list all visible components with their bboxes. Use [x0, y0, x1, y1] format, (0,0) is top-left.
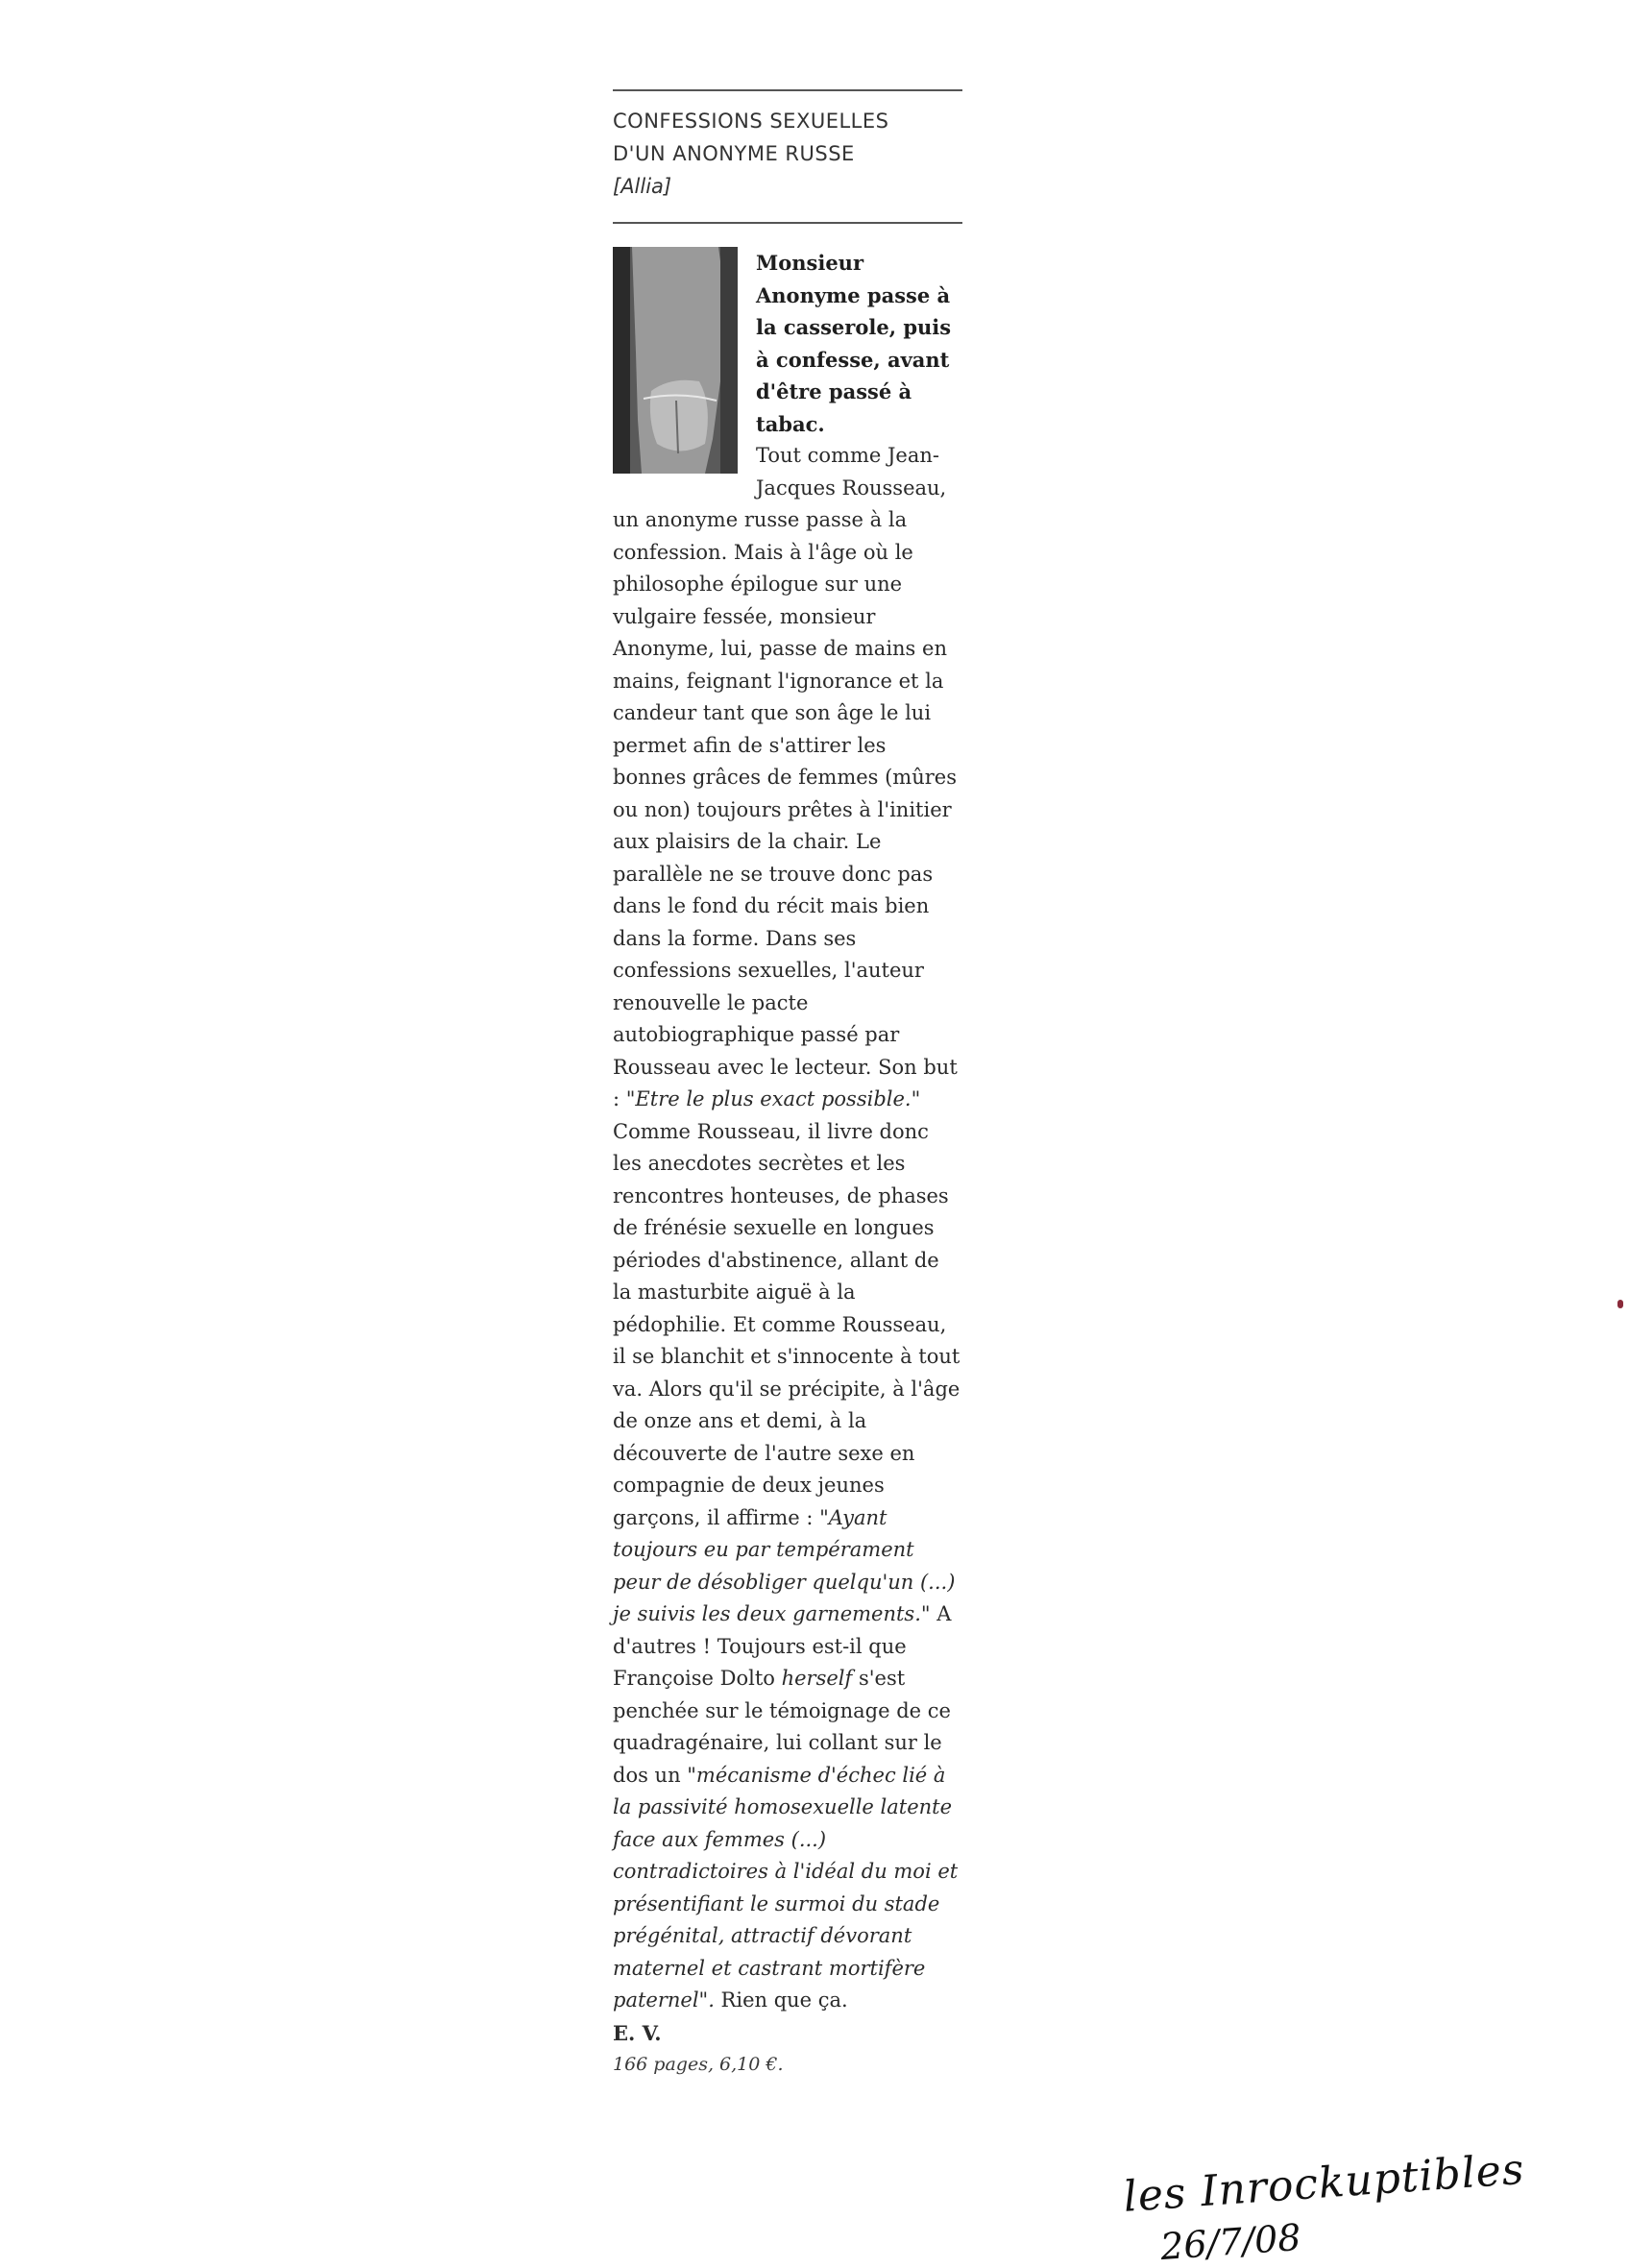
body-text-1: Tout comme Jean-Jacques Rousseau, un anonyme russe passe à la confession. Mais à l'âge où le philosophe épilogue sur une vulgaire fessée, monsieur Anonyme, lui, passe de mains en mains, feignant l'ignorance et la candeur tant que son âge le lui permet afin de s'attirer les bonnes grâces de femmes (mûres ou non) toujours prêtes à l'initier aux plaisirs de la chair. Le parallèle ne se trouve donc pas dans le fond du récit mais bien dans la forme. Dans ses confessions sexuelles, l'auteur renouvelle le pacte autobiographique passé par Rousseau avec le lecteur. Son but :: [613, 444, 958, 1110]
book-price: 166 pages, 6,10 €.: [613, 2054, 784, 2075]
photo-figure-icon: [613, 247, 738, 474]
book-cover-photo: [613, 247, 738, 474]
book-title-line-1: CONFESSIONS SEXUELLES: [613, 110, 889, 133]
body-text-3: A d'autres ! Toujours est-il que Françoise Dolto: [613, 1602, 952, 1690]
book-title-line-2: D'UN ANONYME RUSSE: [613, 142, 855, 165]
body-text-2: Comme Rousseau, il livre donc les anecdotes secrètes et les rencontres honteuses, de phases de frénésie sexuelle en longues périodes d'abstinence, allant de la masturbite aiguë à la pédophilie. Et comme Rousseau, il se blanchit et s'innocente à tout va. Alors qu'il se précipite, à l'âge de onze ans et demi, à la découverte de l'autre sexe en compagnie de deux jeunes garçons, il affirme :: [613, 1119, 960, 1529]
header-rule: [613, 222, 962, 224]
quote-1: "Etre le plus exact possible.": [625, 1087, 921, 1110]
body-text-5: Rien que ça.: [714, 1988, 848, 2012]
publisher-name: [Allia]: [613, 175, 672, 198]
handwritten-source-note: [1122, 2144, 1526, 2268]
review-article: [613, 89, 962, 2081]
author-signature: E. V.: [613, 2020, 662, 2045]
herself-word: herself: [781, 1667, 853, 1690]
ink-speck: [1617, 1300, 1623, 1308]
top-rule: [613, 89, 962, 91]
handwritten-magazine-name: les Inrockuptibles: [1122, 2144, 1526, 2222]
lede: Monsieur Anonyme passe à la casserole, puis à confesse, avant d'être passé à tabac.: [756, 251, 952, 436]
body-text-4: s'est penchée sur le témoignage de ce quadragénaire, lui collant sur le dos un: [613, 1667, 951, 1787]
article-body: [613, 440, 962, 2017]
quote-3: "mécanisme d'échec lié à la passivité homosexuelle latente face aux femmes (...) contradictoires à l'idéal du moi et présentifiant le surmoi du stade prégénital, attractif dévorant maternel et castrant mortifère paternel".: [613, 1763, 959, 2012]
quote-2: "Ayant toujours eu par tempérament peur de désobliger quelqu'un (...) je suivis les deux garnements.": [613, 1505, 956, 1625]
handwritten-date: 26/7/08: [1158, 2215, 1302, 2268]
